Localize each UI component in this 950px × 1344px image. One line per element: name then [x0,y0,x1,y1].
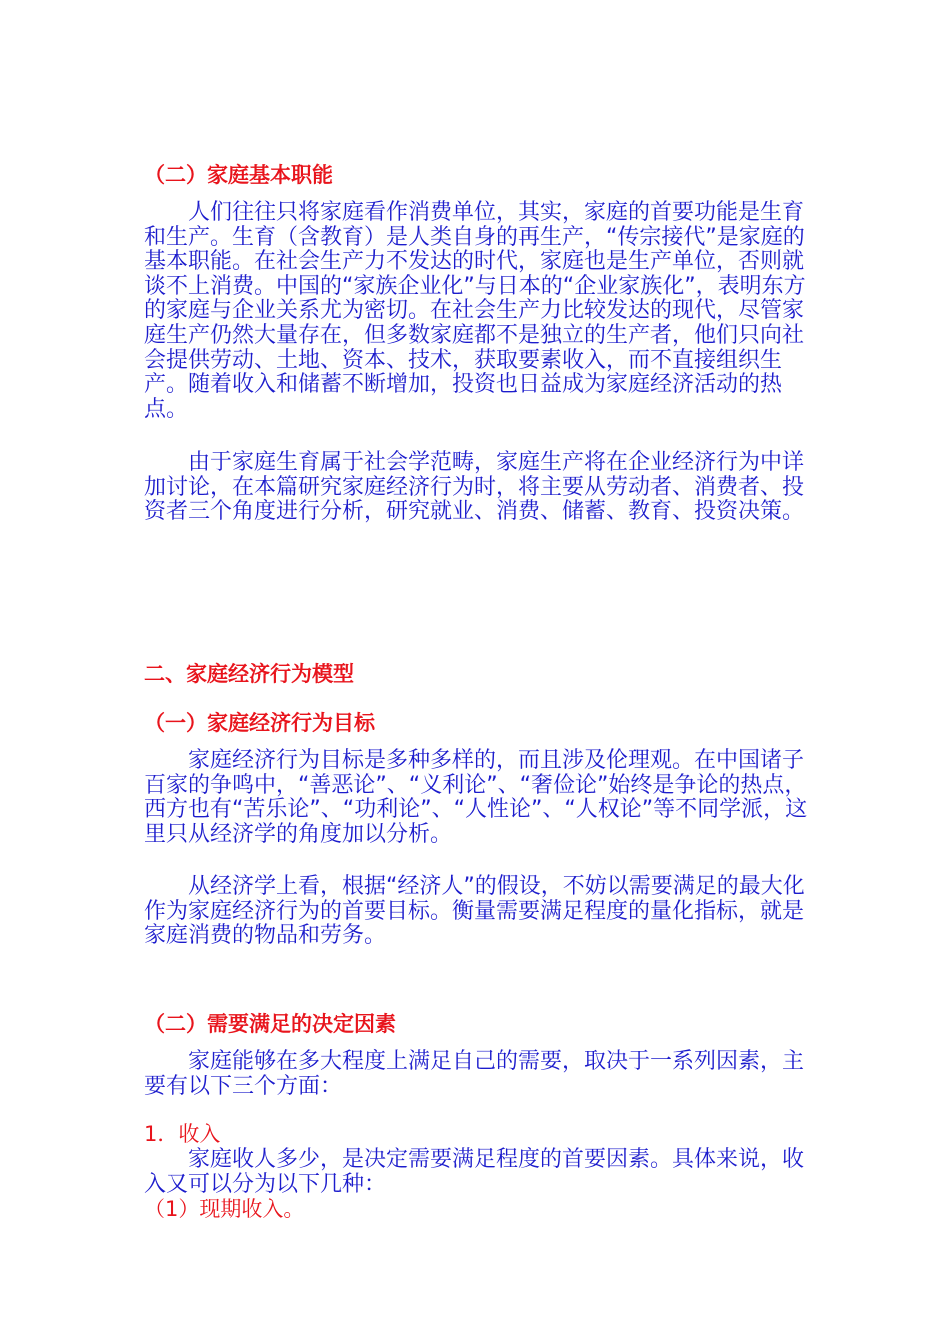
paragraph-economic-man: 从经济学上看，根据“经济人”的假设，不妨以需要满足的最大化作为家庭经济行为的首要目标。衡量需要满足程度的量化指标，就是家庭消费的物品和劳务。 [144,874,805,949]
section-heading-family-basic-functions: （二）家庭基本职能 [144,163,333,187]
paragraph-determinants-intro: 家庭能够在多大程度上满足自己的需要，取决于一系列因素，主要有以下三个方面： [144,1049,805,1099]
paragraph-family-functions: 人们往往只将家庭看作消费单位，其实，家庭的首要功能是生育和生产。生育（含教育）是人类自身的再生产，“传宗接代”是家庭的基本职能。在社会生产力不发达的时代，家庭也是生产单位，否则就谈不上消费。中国的“家族企业化”与日本的“企业家族化”，表明东方的家庭与企业关系尤为密切。在社会生产力比较发达的现代，尽管家庭生产仍然大量存在，但多数家庭都不是独立的生产者，他们只向社会提供劳动、土地、资本、技术，获取要素收入，而不直接组织生产。随着收入和储蓄不断增加，投资也日益成为家庭经济活动的热点。 [144,200,806,422]
subitem-current-income: （1）现期收入。 [144,1197,305,1221]
paragraph-analysis-perspectives: 由于家庭生育属于社会学范畴，家庭生产将在企业经济行为中详加讨论，在本篇研究家庭经济行为时，将主要从劳动者、消费者、投资者三个角度进行分析，研究就业、消费、储蓄、教育、投资决策。 [144,450,805,525]
paragraph-behavior-goals: 家庭经济行为目标是多种多样的，而且涉及伦理观。在中国诸子百家的争鸣中，“善恶论”、“义利论”、“奢俭论”始终是争论的热点，西方也有“苦乐论”、“功利论”、“人性论”、“人权论”等不同学派，这里只从经济学的角度加以分析。 [144,748,808,847]
section-heading-behavior-goals: （一）家庭经济行为目标 [144,711,375,735]
section-heading-determinants: （二）需要满足的决定因素 [144,1012,396,1036]
chapter-heading-economic-behavior-model: 二、家庭经济行为模型 [144,662,354,686]
paragraph-income: 家庭收人多少，是决定需要满足程度的首要因素。具体来说，收入又可以分为以下几种： [144,1147,805,1197]
item-heading-income: 1．收入 [144,1122,221,1146]
